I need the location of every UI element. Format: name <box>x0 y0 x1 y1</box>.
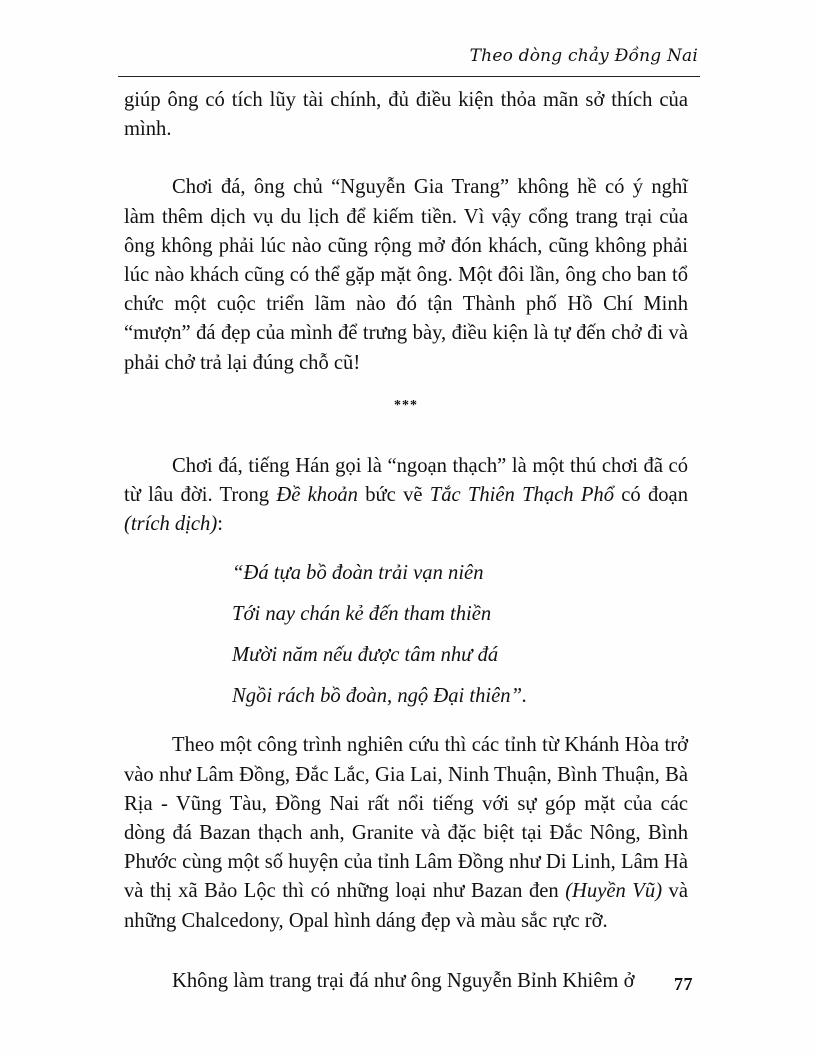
running-header-title: Theo dòng chảy Đồng Nai <box>469 46 698 66</box>
header-rule <box>118 76 700 77</box>
text-run: Theo một công trình nghiên cứu thì các tỉnh từ Khánh Hòa trở vào như Lâm Đồng, Đắc Lắc, Gia Lai, Ninh Thuận, Bình Thuận, Bà Rịa - Vũng Tàu, Đồng Nai rất nổi tiếng với sự góp mặt của các dòng đá Bazan thạch anh, Granite và đặc biệt tại Đắc Nông, Bình Phước cùng một số huyện của tỉnh Lâm Đồng như Di Linh, Lâm Hà và thị xã Bảo Lộc thì có những loại như Bazan đen <box>124 734 688 903</box>
paragraph <box>124 452 688 540</box>
text-run: Chơi đá, tiếng Hán gọi là “ngoạn thạch” là một thú chơi đã có từ lâu đời. Trong <box>124 454 688 507</box>
poem-line: Ngồi rách bồ đoàn, ngộ Đại thiên”. <box>232 685 528 708</box>
paragraph-continued: giúp ông có tích lũy tài chính, đủ điều kiện thỏa mãn sở thích của mình. <box>124 89 688 141</box>
running-header <box>118 44 698 76</box>
section-separator: *** <box>394 397 418 413</box>
italic-title: Đề khoản <box>276 484 358 507</box>
text-run: có đoạn <box>614 484 688 507</box>
paragraph: Chơi đá, ông chủ “Nguyễn Gia Trang” không hề có ý nghĩ làm thêm dịch vụ du lịch để kiếm tiền. Vì vậy cổng trang trại của ông không phải lúc nào cũng rộng mở đón khách, cũng không phải lúc nào khách cũng có thể gặp mặt ông. Một đôi lần, ông cho ban tổ chức một cuộc triển lãm nào đó tận Thành phố Hồ Chí Minh “mượn” đá đẹp của mình để trưng bày, điều kiện là tự đến chở đi và phải chở trả lại đúng chỗ cũ! <box>124 176 688 374</box>
text-run: và những Chalcedony, Opal hình dáng đẹp và màu sắc rực rỡ. <box>124 880 688 932</box>
paragraph: Không làm trang trại đá như ông Nguyễn Bỉnh Khiêm ở <box>172 969 635 992</box>
text-run: : <box>217 513 223 536</box>
poem-line: Mười năm nếu được tâm như đá <box>232 644 499 667</box>
italic-title: Tắc Thiên Thạch Phổ <box>429 484 615 507</box>
poem-line: “Đá tựa bồ đoàn trải vạn niên <box>232 562 484 585</box>
text-run: bức vẽ <box>357 484 430 507</box>
page-number: 77 <box>674 974 693 994</box>
italic-note: (Huyền Vũ) <box>565 880 663 903</box>
paragraph <box>124 731 688 935</box>
italic-note: (trích dịch) <box>124 513 218 536</box>
poem-line: Tới nay chán kẻ đến tham thiền <box>232 603 492 626</box>
poem-quote <box>232 553 688 717</box>
body-text <box>124 86 688 996</box>
